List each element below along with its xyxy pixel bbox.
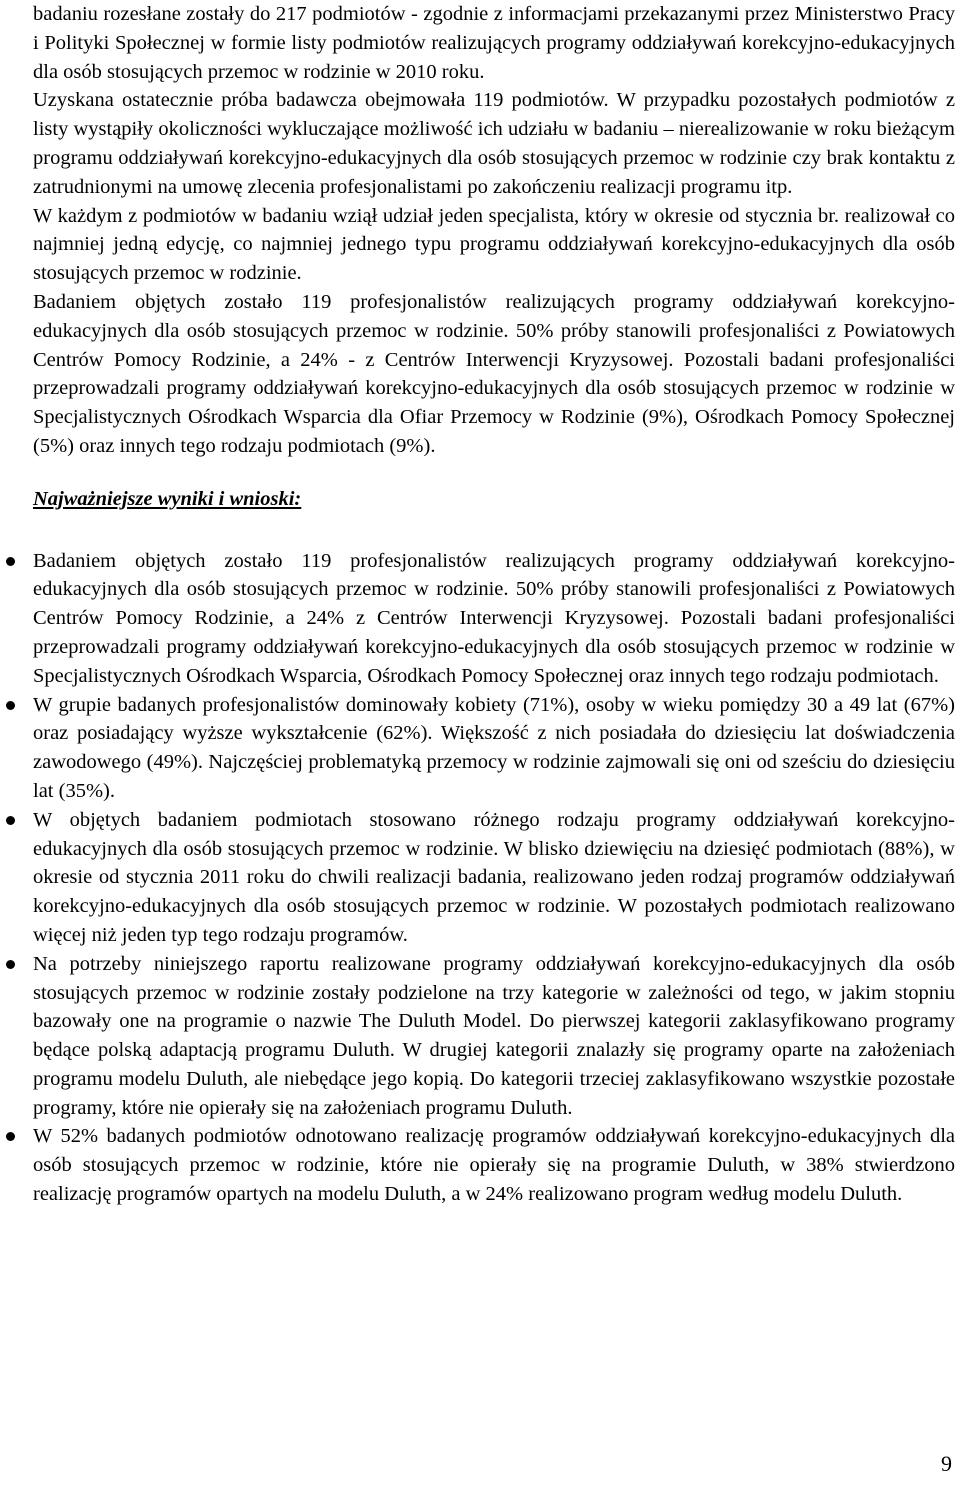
findings-list (33, 547, 955, 1209)
paragraph-professionals: Badaniem objętych zostało 119 profesjonalistów realizujących programy oddziaływań korekcyjno-edukacyjnych dla osób stosujących przemoc w rodzinie. 50% próby stanowili profesjonaliści z Powiatowych Centrów Pomocy Rodzinie, a 24% - z Centrów Interwencji Kryzysowej. Pozostali badani profesjonaliści przeprowadzali programy oddziaływań korekcyjno-edukacyjnych dla osób stosujących przemoc w rodzinie w Specjalistycznych Ośrodkach Wsparcia dla Ofiar Przemocy w Rodzinie (9%), Ośrodkach Pomocy Społecznej (5%) oraz innych tego rodzaju podmiotach (9%). (33, 290, 955, 457)
list-item (33, 547, 955, 691)
list-item (33, 691, 955, 806)
bullet-icon (6, 960, 15, 969)
bullet-icon (6, 557, 15, 566)
page-number: 9 (941, 1451, 952, 1476)
paragraph-intro: badaniu rozesłane zostały do 217 podmiotów - zgodnie z informacjami przekazanymi przez Ministerstwo Pracy i Polityki Społecznej w formie listy podmiotów realizujących programy oddziaływań korekcyjno-edukacyjnych dla osób stosujących przemoc w rodzinie w 2010 roku. (33, 3, 955, 83)
list-item-text: W objętych badaniem podmiotach stosowano różnego rodzaju programy oddziaływań korekcyjno-edukacyjnych dla osób stosujących przemoc w rodzinie. W blisko dziewięciu na dziesięć podmiotach (88%), w okresie od stycznia 2011 roku do chwili realizacji badania, realizowano jeden rodzaj programów oddziaływań korekcyjno-edukacyjnych dla osób stosujących przemoc w rodzinie. W pozostałych podmiotach realizowano więcej niż jeden typ tego rodzaju programów. (33, 808, 955, 946)
bullet-icon (6, 701, 15, 710)
list-item (33, 1122, 955, 1208)
list-item-text: W 52% badanych podmiotów odnotowano realizację programów oddziaływań korekcyjno-edukacyjnych dla osób stosujących przemoc w rodzinie, które nie opierały się na programie Duluth, w 38% stwierdzono realizację programów opartych na modelu Duluth, a w 24% realizowano program według modelu Duluth. (33, 1125, 955, 1206)
paragraph-sample: Uzyskana ostatecznie próba badawcza obejmowała 119 podmiotów. W przypadku pozostałych podmiotów z listy wystąpiły okoliczności wykluczające możliwość ich udziału w badaniu – nierealizowanie w roku bieżącym programu oddziaływań korekcyjno-edukacyjnych dla osób stosujących przemoc w rodzinie czy brak kontaktu z zatrudnionymi na umowę zlecenia profesjonalistami po zakończeniu realizacji programu itp. (33, 89, 955, 198)
document-page (33, 0, 955, 1209)
bullet-icon (6, 1132, 15, 1141)
list-item-text: W grupie badanych profesjonalistów dominowały kobiety (71%), osoby w wieku pomiędzy 30 a 49 lat (67%) oraz posiadający wyższe wykształcenie (62%). Większość z nich posiadała do dziesięciu lat doświadczenia zawodowego (49%). Najczęściej problematyką przemocy w rodzinie zajmowali się oni od sześciu do dziesięciu lat (35%). (33, 693, 955, 802)
list-item (33, 806, 955, 950)
bullet-icon (6, 816, 15, 825)
paragraph-specialist: W każdym z podmiotów w badaniu wziął udział jeden specjalista, który w okresie od stycznia br. realizował co najmniej jedną edycję, co najmniej jednego typu programu oddziaływań korekcyjno-edukacyjnych dla osób stosujących przemoc w rodzinie. (33, 204, 955, 285)
section-heading: Najważniejsze wyniki i wnioski: (33, 487, 302, 510)
list-item-text: Badaniem objętych zostało 119 profesjonalistów realizujących programy oddziaływań korekcyjno-edukacyjnych dla osób stosujących przemoc w rodzinie. 50% próby stanowili profesjonaliści z Powiatowych Centrów Pomocy Rodzinie, a 24% z Centrów Interwencji Kryzysowej. Pozostali badani profesjonaliści przeprowadzali programy oddziaływań korekcyjno-edukacyjnych dla osób stosujących przemoc w rodzinie w Specjalistycznych Ośrodkach Wsparcia, Ośrodkach Pomocy Społecznej oraz innych tego rodzaju podmiotach. (33, 549, 955, 687)
list-item-text: Na potrzeby niniejszego raportu realizowane programy oddziaływań korekcyjno-edukacyjnych dla osób stosujących przemoc w rodzinie zostały podzielone na trzy kategorie w zależności od tego, w jakim stopniu bazowały one na programie o nazwie The Duluth Model. Do pierwszej kategorii zaklasyfikowano programy będące polską adaptacją programu Duluth. W drugiej kategorii znalazły się programy oparte na założeniach programu modelu Duluth, ale niebędące jego kopią. Do kategorii trzeciej zaklasyfikowano wszystkie pozostałe programy, które nie opierały się na założeniach programu Duluth. (33, 952, 955, 1119)
list-item (33, 950, 955, 1123)
